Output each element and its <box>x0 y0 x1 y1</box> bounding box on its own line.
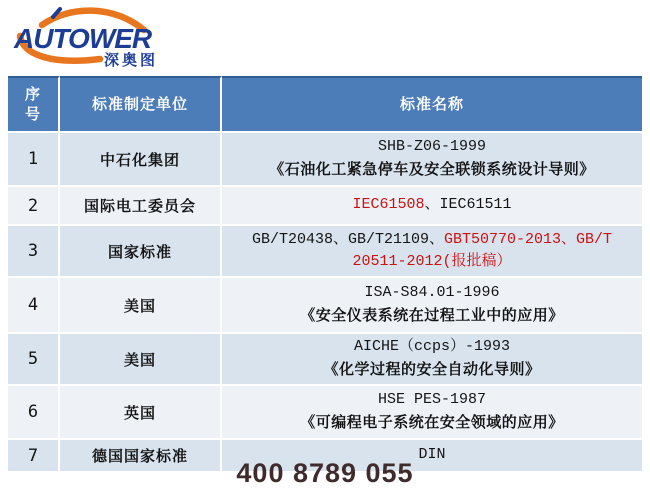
standard-name-text: 《石油化工紧急停车及安全联锁系统设计导则》 <box>269 160 595 178</box>
standard-name-text: GB/T20438、GB/T21109、 <box>251 230 444 248</box>
standard-name-line <box>228 305 636 329</box>
standard-name-cell <box>222 226 642 278</box>
row-number-cell: 1 <box>8 133 60 187</box>
standard-name-text: 《安全仪表系统在过程工业中的应用》 <box>300 306 564 324</box>
standard-name-highlight: 20511-2012(报批稿） <box>352 253 512 270</box>
logo-brand-text: AUTOWER <box>14 23 152 54</box>
standard-name-text: ISA-S84.01-1996 <box>364 284 500 301</box>
org-cell: 美国 <box>60 334 222 386</box>
table-row <box>8 187 642 226</box>
standard-name-line <box>228 359 636 383</box>
column-header-1: 标准制定单位 <box>60 76 222 133</box>
standard-name-cell <box>222 334 642 386</box>
table-row <box>8 278 642 334</box>
standard-name-cell <box>222 386 642 440</box>
standard-name-text: DIN <box>418 446 446 464</box>
org-cell: 美国 <box>60 278 222 334</box>
standard-name-line <box>228 389 636 412</box>
logo-subtitle-text: 深奥图 <box>104 52 159 69</box>
row-number-cell: 5 <box>8 334 60 386</box>
standard-name-line <box>228 194 636 217</box>
standard-name-cell <box>222 187 642 226</box>
standard-name-line <box>228 282 636 305</box>
standard-name-text: 《可编程电子系统在安全领域的应用》 <box>300 413 564 431</box>
table-row <box>8 334 642 386</box>
standard-name-line <box>228 336 636 359</box>
table-row <box>8 226 642 278</box>
column-header-2: 标准名称 <box>222 76 642 133</box>
table-body <box>8 133 642 473</box>
org-cell: 国际电工委员会 <box>60 187 222 226</box>
autower-logo <box>12 4 176 75</box>
standard-name-line <box>228 412 636 436</box>
standard-name-text: 、IEC61511 <box>424 196 512 214</box>
row-number-cell: 3 <box>8 226 60 278</box>
org-cell: 英国 <box>60 386 222 440</box>
standard-name-line <box>228 251 636 274</box>
standard-name-cell <box>222 133 642 187</box>
logo-swoosh-icon <box>12 4 176 70</box>
header-row <box>8 76 642 133</box>
table-header <box>8 76 642 133</box>
row-number-cell: 7 <box>8 440 60 473</box>
standard-name-highlight: GBT50770-2013、GB/T <box>444 230 613 248</box>
standard-name-highlight: IEC61508 <box>352 196 425 214</box>
standard-name-text: AICHE（ccps）-1993 <box>353 338 511 355</box>
standard-name-line <box>228 229 636 252</box>
table-row <box>8 133 642 187</box>
standard-name-line <box>228 136 636 159</box>
org-cell: 德国国家标准 <box>60 440 222 473</box>
standards-table <box>8 76 642 473</box>
standard-name-text: 《化学过程的安全自动化导则》 <box>323 360 541 378</box>
org-cell: 中石化集团 <box>60 133 222 187</box>
hotline-phone-number: 400 8789 055 <box>236 458 414 488</box>
standard-name-text: HSE PES-1987 <box>377 391 487 408</box>
standard-name-line <box>228 159 636 183</box>
column-header-0: 序号 <box>8 76 60 133</box>
row-number-cell: 4 <box>8 278 60 334</box>
row-number-cell: 6 <box>8 386 60 440</box>
org-cell: 国家标准 <box>60 226 222 278</box>
standard-name-cell <box>222 278 642 334</box>
table-row <box>8 386 642 440</box>
row-number-cell: 2 <box>8 187 60 226</box>
standard-name-text: SHB-Z06-1999 <box>377 138 487 155</box>
